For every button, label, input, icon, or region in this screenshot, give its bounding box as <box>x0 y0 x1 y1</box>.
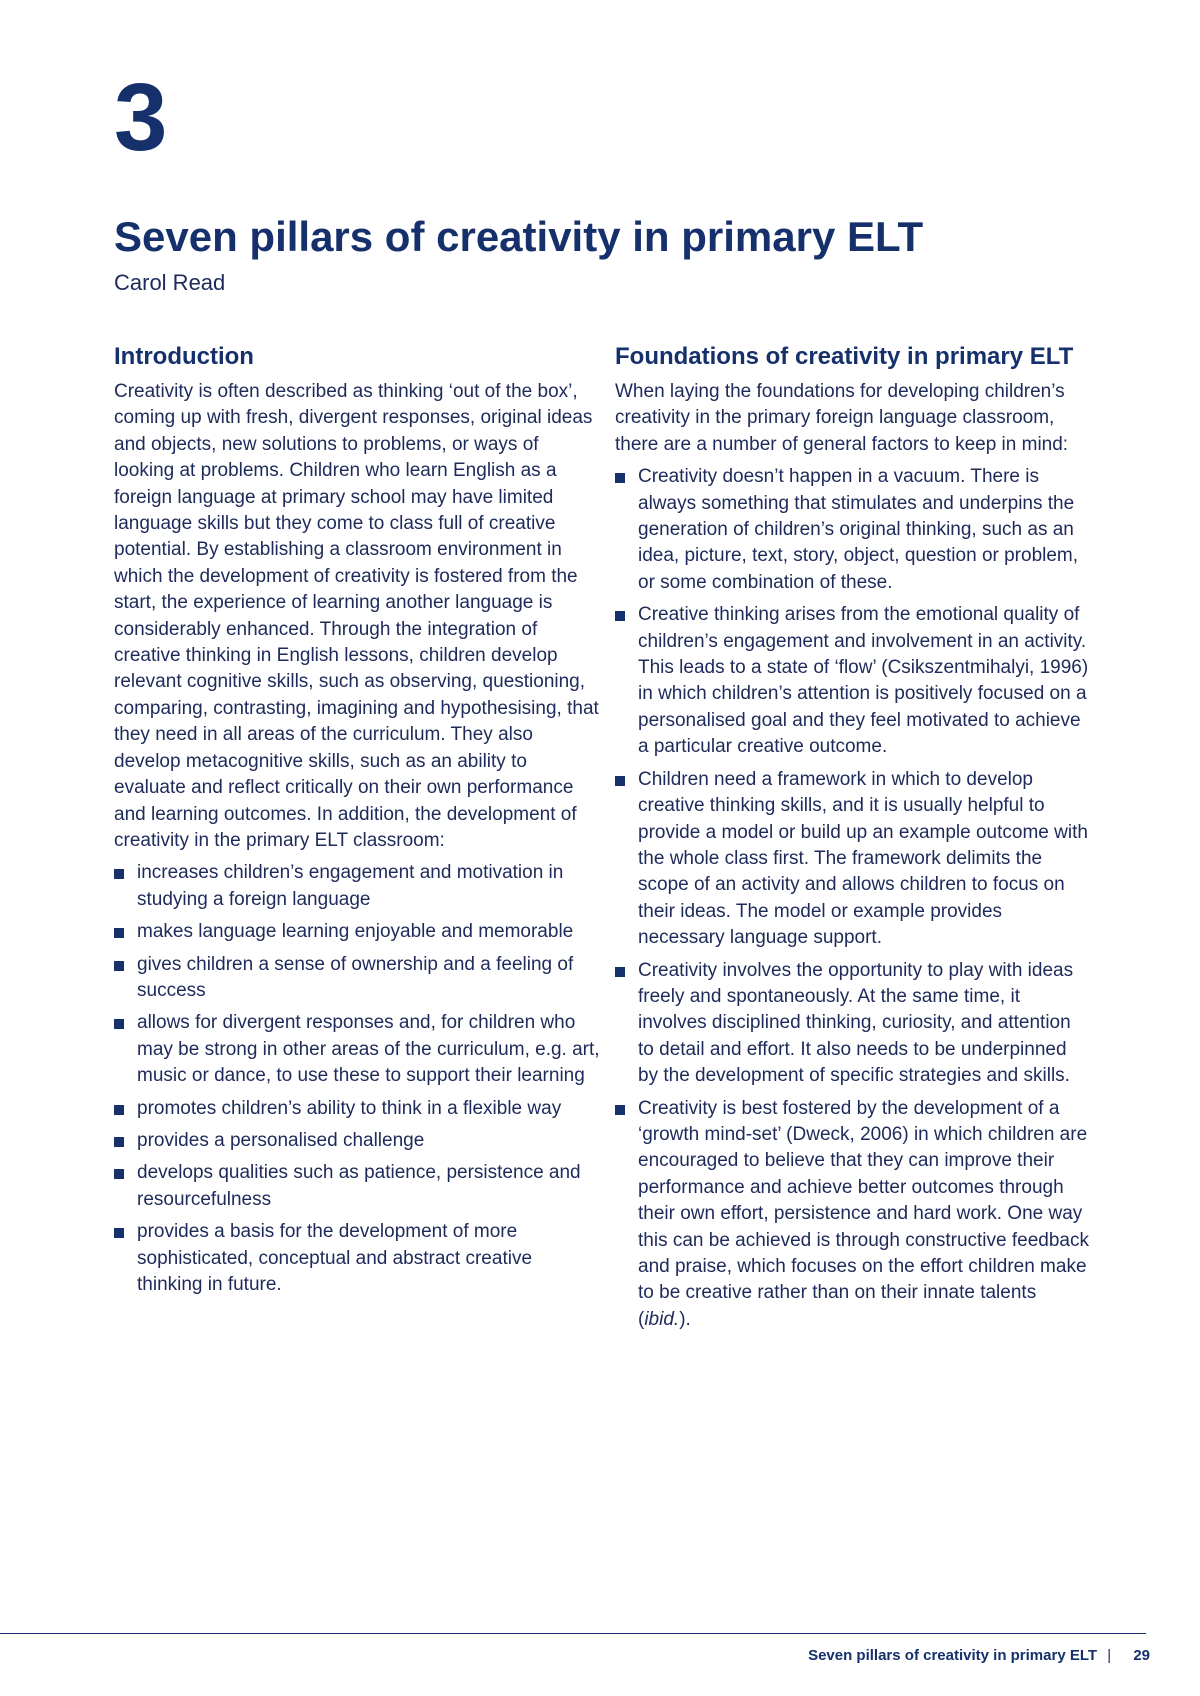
introduction-heading: Introduction <box>114 343 254 370</box>
square-bullet-icon <box>114 928 124 938</box>
page-number: 29 <box>1133 1647 1150 1664</box>
list-item-text: promotes children’s ability to think in a flexible way <box>137 1097 562 1119</box>
foundations-paragraph: When laying the foundations for developing children’s creativity in the primary foreign language classroom, there are a number of general factors to keep in mind: <box>615 381 1069 455</box>
list-item <box>114 1096 600 1122</box>
square-bullet-icon <box>114 961 124 971</box>
footer-separator: | <box>1107 1647 1112 1664</box>
list-item-text: Creativity involves the opportunity to play with ideas freely and spontaneously. At the same time, it involves disciplined thinking, curiosity, and attention to detail and effort. It also needs to be underpinned by the development of specific strategies and skills. <box>638 959 1074 1087</box>
citation-close: ). <box>679 1308 691 1330</box>
square-bullet-icon <box>615 611 625 621</box>
chapter-number: 3 <box>114 64 168 171</box>
square-bullet-icon <box>114 869 124 879</box>
list-item-text: provides a basis for the development of more sophisticated, conceptual and abstract creative thinking in future. <box>137 1221 533 1295</box>
square-bullet-icon <box>114 1137 124 1147</box>
list-item <box>615 958 1090 1090</box>
list-item <box>615 464 1090 596</box>
list-item-text: gives children a sense of ownership and a feeling of success <box>137 953 574 1001</box>
square-bullet-icon <box>114 1105 124 1115</box>
list-item-text: allows for divergent responses and, for children who may be strong in other areas of the curriculum, e.g. art, music or dance, to use these to support their learning <box>137 1012 600 1087</box>
benefits-list <box>114 860 600 1298</box>
footer-rule <box>0 1633 1146 1634</box>
list-item-text: Children need a framework in which to develop creative thinking skills, and it is usually helpful to provide a model or build up an example outcome with the whole class first. The framework delimits the scope of an activity and allows children to focus on their ideas. The model or example provides necessary language support. <box>638 768 1088 949</box>
list-item-text: increases children’s engagement and motivation in studying a foreign language <box>137 862 564 910</box>
list-item <box>114 1128 600 1154</box>
square-bullet-icon <box>615 967 625 977</box>
square-bullet-icon <box>615 473 625 483</box>
list-item <box>114 1160 600 1213</box>
square-bullet-icon <box>615 776 625 786</box>
list-item <box>114 952 600 1005</box>
list-item <box>615 1096 1090 1334</box>
list-item <box>615 602 1090 760</box>
foundations-heading: Foundations of creativity in primary ELT <box>615 343 1074 370</box>
square-bullet-icon <box>114 1019 124 1029</box>
list-item-text: makes language learning enjoyable and memorable <box>137 921 574 943</box>
list-item-text: Creativity doesn’t happen in a vacuum. There is always something that stimulates and underpins the generation of children’s original thinking, such as an idea, picture, text, story, object, question or problem, or some combination of these. <box>638 466 1079 593</box>
square-bullet-icon <box>114 1169 124 1179</box>
list-item-text: Creativity is best fostered by the development of a ‘growth mind-set’ (Dweck, 2006) in which children are encouraged to believe that they can improve their performance and achieve better outcomes through their own effort, persistence and hard work. One way this can be achieved is through constructive feedback and praise, which focuses on the effort children make to be creative rather than on their innate talents ( <box>638 1097 1089 1330</box>
list-item-text: Creative thinking arises from the emotional quality of children’s engagement and involvement in an activity. This leads to a state of ‘flow’ (Csikszentmihalyi, 1996) in which children’s attention is positively focused on a personalised goal and they feel motivated to achieve a particular creative outcome. <box>638 604 1089 758</box>
list-item <box>114 1010 600 1089</box>
page-footer <box>808 1647 1150 1664</box>
author-name: Carol Read <box>114 270 226 295</box>
chapter-title: Seven pillars of creativity in primary ELT <box>114 213 924 260</box>
square-bullet-icon <box>114 1228 124 1238</box>
square-bullet-icon <box>615 1105 625 1115</box>
list-item-text: provides a personalised challenge <box>137 1129 425 1151</box>
list-item <box>114 919 600 945</box>
factors-list <box>615 464 1090 1333</box>
foundations-section <box>615 342 1090 1339</box>
list-item <box>114 860 600 913</box>
citation-italic: ibid. <box>644 1308 680 1330</box>
list-item <box>114 1219 600 1298</box>
list-item-text: develops qualities such as patience, persistence and resourcefulness <box>137 1162 581 1210</box>
list-item <box>615 767 1090 952</box>
introduction-paragraph: Creativity is often described as thinking ‘out of the box’, coming up with fresh, divergent responses, original ideas and objects, new solutions to problems, or ways of looking at problems. Children who learn English as a foreign language at primary school may have limited language skills but they come to class full of creative potential. By establishing a classroom environment in which the development of creativity is fostered from the start, the experience of learning another language is considerably enhanced. Through the integration of creative thinking in English lessons, children develop relevant cognitive skills, such as observing, questioning, comparing, contrasting, imagining and hypothesising, that they need in all areas of the curriculum. They also develop metacognitive skills, such as an ability to evaluate and reflect critically on their own performance and learning outcomes. In addition, the development of creativity in the primary ELT classroom: <box>114 381 599 851</box>
introduction-section <box>114 342 600 1304</box>
footer-title: Seven pillars of creativity in primary ELT <box>808 1647 1098 1664</box>
